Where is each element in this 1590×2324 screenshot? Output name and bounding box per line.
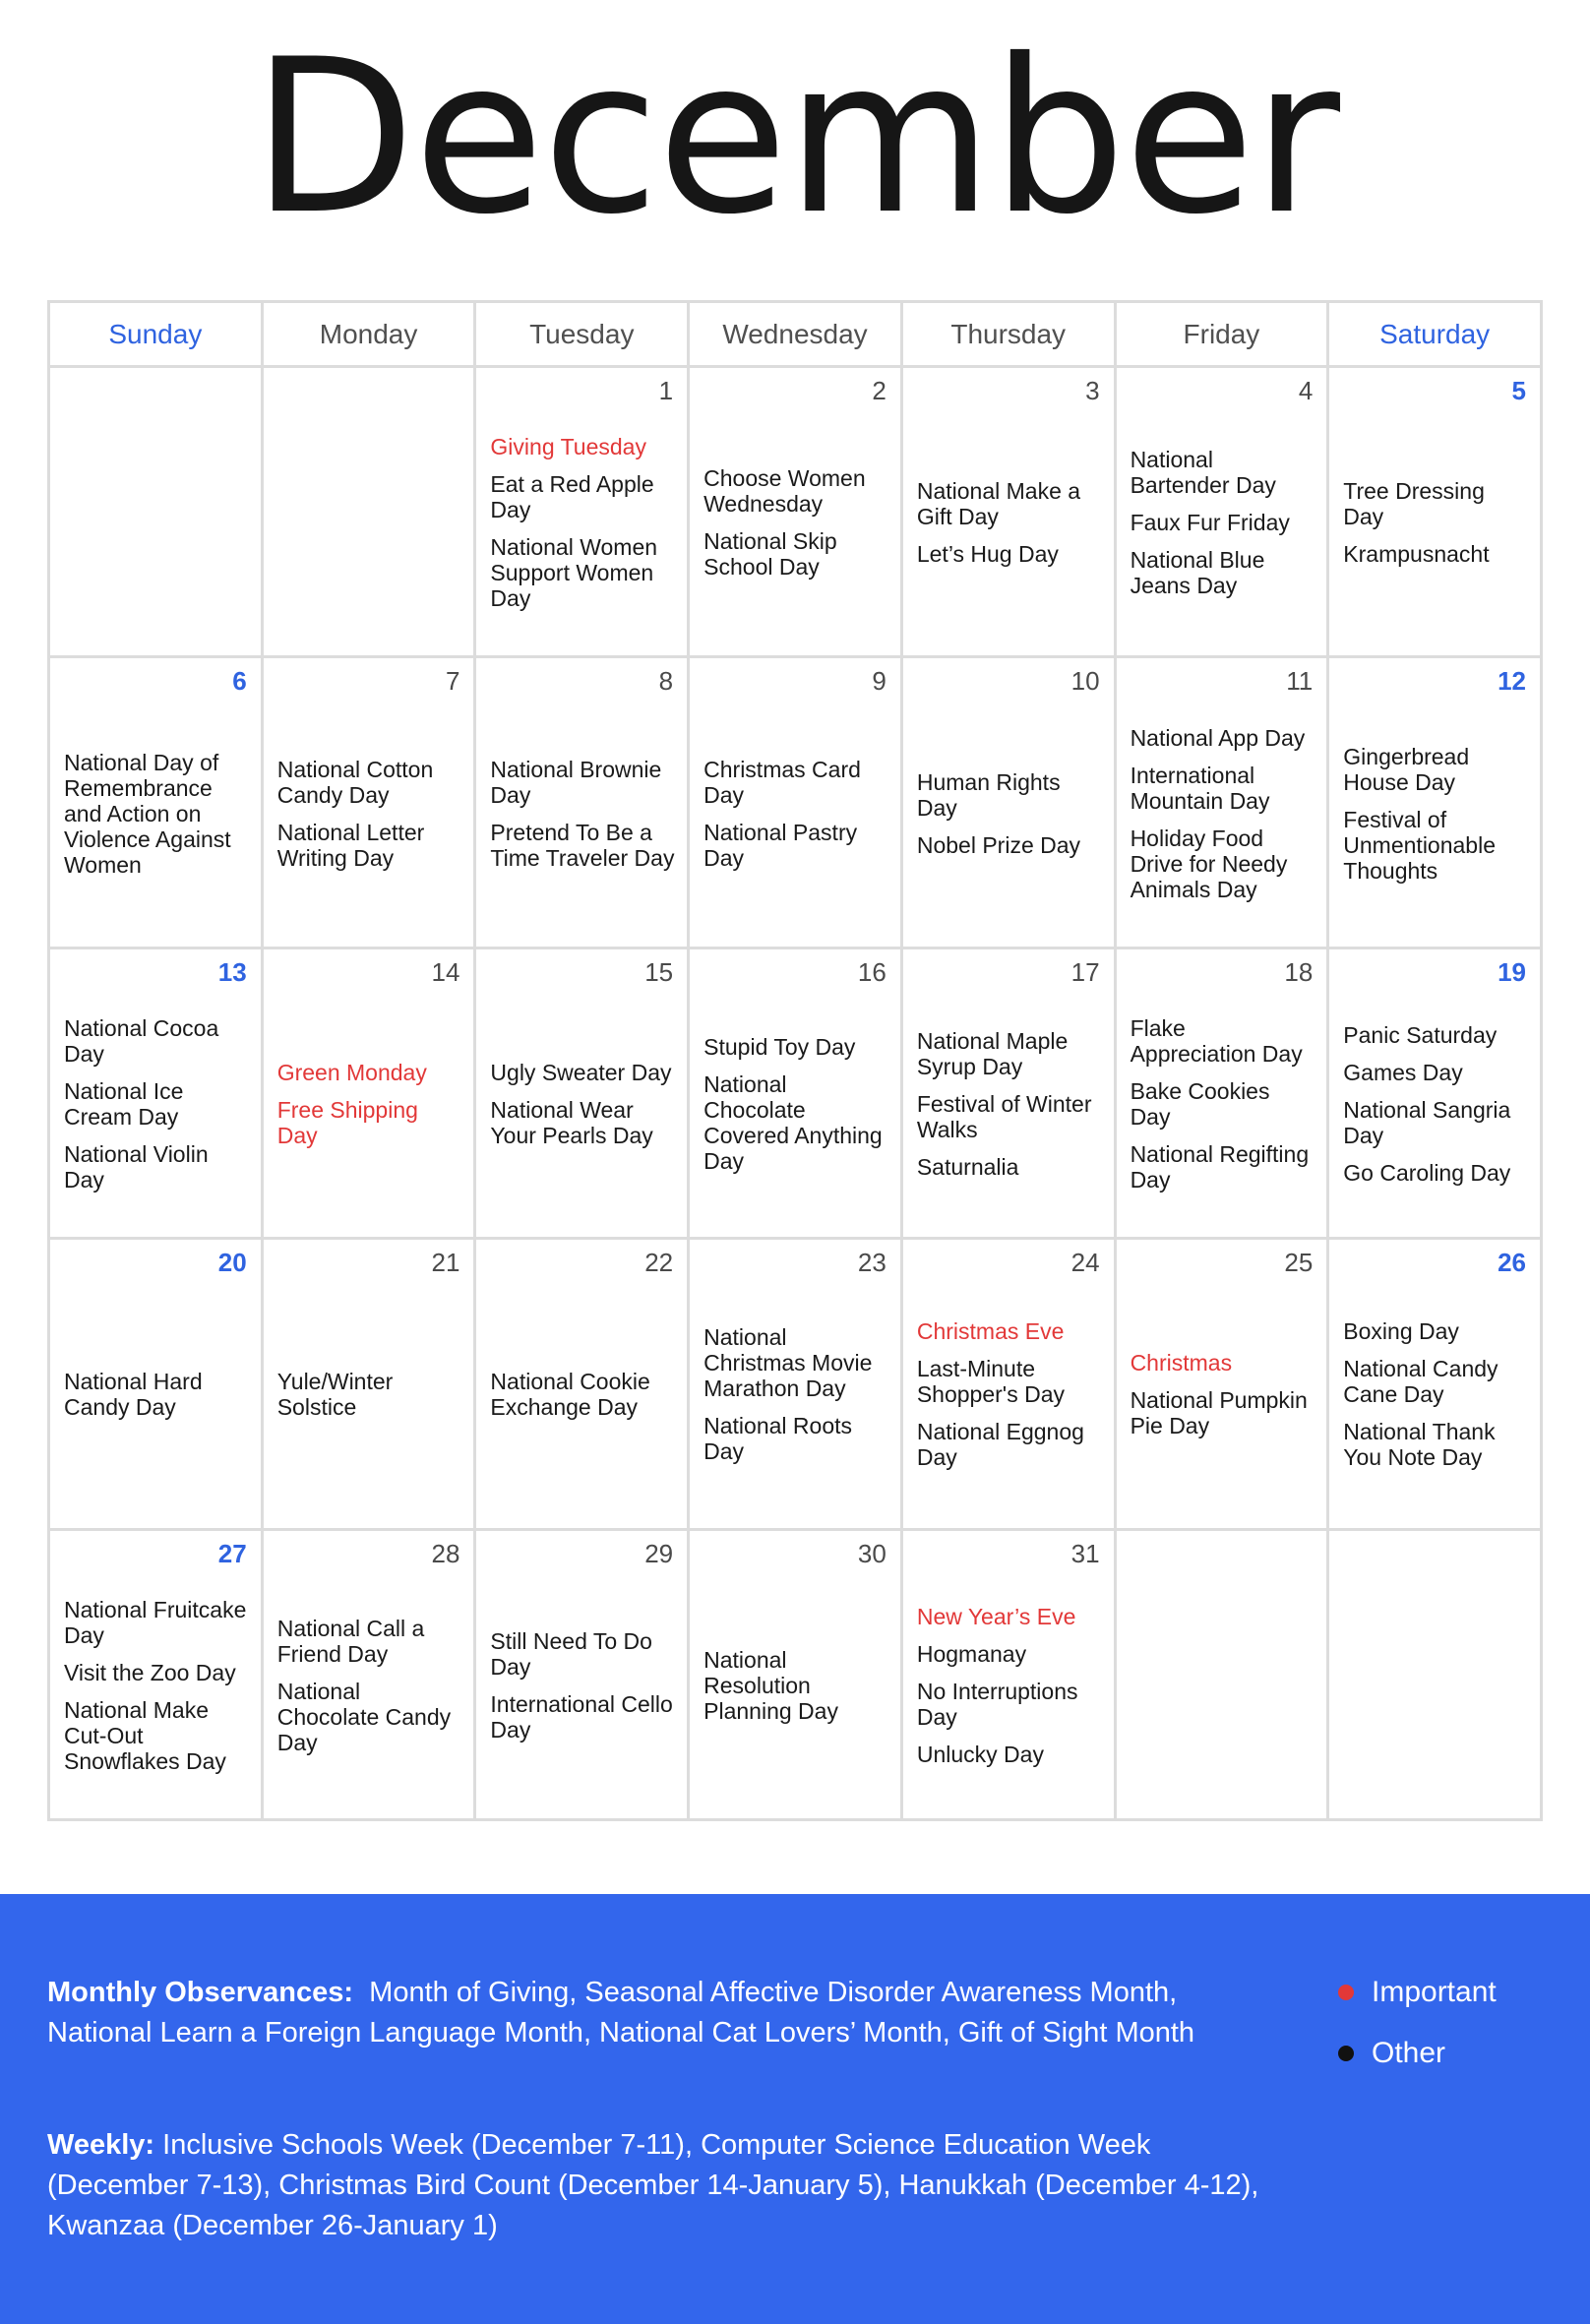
event: Boxing Day <box>1343 1318 1459 1345</box>
event: National Blue Jeans Day <box>1130 547 1265 599</box>
important-event: New Year’s Eve <box>916 1603 1076 1629</box>
event-list <box>64 690 249 936</box>
day-number: 12 <box>1498 666 1526 697</box>
day-cell <box>903 368 1117 658</box>
event-list <box>490 1562 675 1808</box>
event-list <box>277 981 462 1227</box>
event-list <box>1343 690 1528 936</box>
event-list <box>703 1271 888 1517</box>
event: Let’s Hug Day <box>916 541 1059 568</box>
event-list <box>703 690 888 936</box>
event: Christmas Card Day <box>703 756 861 808</box>
day-number: 22 <box>644 1248 674 1278</box>
event: Faux Fur Friday <box>1130 510 1290 536</box>
event-list <box>277 1271 462 1517</box>
event: National App Day <box>1130 724 1306 751</box>
day-number: 19 <box>1498 956 1526 987</box>
weekly-observances-label: Weekly: <box>47 2129 155 2161</box>
event: International Mountain Day <box>1130 762 1270 814</box>
day-cell <box>690 368 903 658</box>
event: National Women Support Women Day <box>490 534 658 612</box>
legend-label: Important <box>1372 1976 1497 2008</box>
important-dot-icon <box>1338 1985 1354 2000</box>
day-number: 16 <box>857 956 887 987</box>
event: National Make a Gift Day <box>916 478 1081 530</box>
event-list <box>1343 981 1528 1227</box>
day-cell <box>476 1240 690 1530</box>
event: Flake Appreciation Day <box>1130 1014 1303 1067</box>
day-number: 20 <box>217 1248 247 1278</box>
event: Festival of Unmentionable Thoughts <box>1343 806 1496 884</box>
event: International Cello Day <box>490 1690 673 1743</box>
empty-day-cell <box>1117 1531 1330 1821</box>
event-list <box>917 399 1102 645</box>
event-list <box>64 981 249 1227</box>
empty-day-cell <box>264 368 477 658</box>
weekday-header: Wednesday <box>690 303 903 368</box>
day-number: 4 <box>1298 376 1314 405</box>
day-cell <box>264 949 477 1240</box>
event-list <box>64 1271 249 1517</box>
event: Hogmanay <box>916 1640 1027 1667</box>
event: National Violin Day <box>64 1140 209 1193</box>
legend <box>1338 1973 1497 2095</box>
day-cell <box>1329 949 1543 1240</box>
event: Eat a Red Apple Day <box>490 471 654 523</box>
day-number: 24 <box>1070 1248 1100 1278</box>
event-list <box>490 981 675 1227</box>
event-list <box>917 1562 1102 1808</box>
event-list <box>917 690 1102 936</box>
event: Bake Cookies Day <box>1130 1077 1270 1130</box>
event: Unlucky Day <box>916 1741 1044 1767</box>
day-cell <box>1117 949 1330 1240</box>
day-cell <box>476 368 690 658</box>
day-number: 7 <box>445 666 460 697</box>
event: National Pumpkin Pie Day <box>1130 1387 1308 1439</box>
event-list <box>64 399 249 645</box>
event: National Candy Cane Day <box>1343 1356 1498 1408</box>
day-number: 3 <box>1085 376 1100 405</box>
event: Festival of Winter Walks <box>916 1090 1092 1142</box>
weekday-header: Monday <box>264 303 477 368</box>
event-list <box>490 690 675 936</box>
event: National Cocoa Day <box>64 1014 219 1067</box>
day-cell <box>903 1240 1117 1530</box>
page-title: December <box>251 14 1339 261</box>
day-number: 6 <box>232 666 247 697</box>
event: National Christmas Movie Marathon Day <box>703 1324 873 1402</box>
day-cell <box>1117 368 1330 658</box>
event: National Day of Remembrance and Action on Violence Against Women <box>64 749 231 878</box>
day-cell <box>903 1531 1117 1821</box>
legend-item-important <box>1338 1973 1497 2012</box>
event: Gingerbread House Day <box>1343 743 1470 795</box>
event-list <box>64 1562 249 1808</box>
event: National Sangria Day <box>1343 1096 1511 1148</box>
event: National Roots Day <box>703 1413 852 1465</box>
important-event: Christmas Eve <box>916 1318 1065 1345</box>
event: Pretend To Be a Time Traveler Day <box>490 819 675 871</box>
calendar-grid <box>47 300 1543 1821</box>
day-number: 17 <box>1070 956 1100 987</box>
day-cell <box>476 949 690 1240</box>
weekday-header: Tuesday <box>476 303 690 368</box>
weekday-header: Saturday <box>1329 303 1543 368</box>
event-list <box>277 1562 462 1808</box>
event-list <box>917 1271 1102 1517</box>
event: National Maple Syrup Day <box>916 1027 1069 1079</box>
event: National Cookie Exchange Day <box>490 1369 650 1421</box>
day-cell <box>264 1240 477 1530</box>
day-number: 10 <box>1070 666 1100 697</box>
day-cell <box>690 1240 903 1530</box>
day-number: 14 <box>431 956 460 987</box>
day-number: 2 <box>872 376 887 405</box>
day-number: 1 <box>658 376 674 405</box>
event: Games Day <box>1343 1059 1463 1085</box>
event-list <box>703 981 888 1227</box>
day-cell <box>690 1531 903 1821</box>
day-number: 8 <box>658 666 674 697</box>
day-cell <box>903 949 1117 1240</box>
day-cell <box>1117 1240 1330 1530</box>
event: Stupid Toy Day <box>703 1033 856 1060</box>
monthly-observances-text: Month of Giving, Seasonal Affective Disorder Awareness Month, National Learn a Foreign Language Month, National Cat Lovers’ Month, Gift of Sight Month <box>47 1977 1195 2049</box>
event: Last-Minute Shopper's Day <box>916 1356 1065 1408</box>
important-event: Free Shipping Day <box>276 1096 418 1148</box>
day-number: 31 <box>1070 1538 1100 1568</box>
day-cell <box>1117 658 1330 948</box>
day-cell <box>50 658 264 948</box>
empty-day-cell <box>1329 1531 1543 1821</box>
weekly-observances <box>47 2125 1267 2246</box>
event-list <box>1131 981 1315 1227</box>
day-cell <box>690 949 903 1240</box>
day-cell <box>264 658 477 948</box>
event: National Ice Cream Day <box>64 1077 184 1130</box>
event: Yule/Winter Solstice <box>276 1369 394 1421</box>
event: National Regifting Day <box>1130 1140 1310 1193</box>
day-number: 25 <box>1284 1248 1314 1278</box>
day-cell <box>476 1531 690 1821</box>
event-list <box>277 690 462 936</box>
event: National Bartender Day <box>1130 447 1276 499</box>
important-event: Green Monday <box>276 1059 427 1085</box>
day-number: 29 <box>644 1538 674 1568</box>
day-number: 26 <box>1498 1248 1526 1278</box>
day-cell <box>1329 1240 1543 1530</box>
monthly-observances <box>47 1973 1228 2053</box>
event-list <box>1131 690 1315 936</box>
important-event: Christmas <box>1130 1350 1233 1376</box>
day-number: 30 <box>857 1538 887 1568</box>
event: National Wear Your Pearls Day <box>490 1096 653 1148</box>
event: National Skip School Day <box>703 528 837 581</box>
important-event: Giving Tuesday <box>490 434 646 460</box>
weekday-header: Sunday <box>50 303 264 368</box>
event: National Chocolate Covered Anything Day <box>703 1070 883 1174</box>
event: National Eggnog Day <box>916 1419 1084 1471</box>
event: National Cotton Candy Day <box>276 756 434 808</box>
event-list <box>1131 1562 1315 1808</box>
day-number: 21 <box>431 1248 460 1278</box>
day-number: 18 <box>1284 956 1314 987</box>
event: Nobel Prize Day <box>916 831 1081 858</box>
day-number: 9 <box>872 666 887 697</box>
weekday-header: Thursday <box>903 303 1117 368</box>
monthly-observances-label: Monthly Observances: <box>47 1977 354 2008</box>
event-list <box>490 1271 675 1517</box>
day-cell <box>1329 368 1543 658</box>
legend-label: Other <box>1372 2037 1446 2069</box>
event: No Interruptions Day <box>916 1678 1078 1730</box>
event: National Letter Writing Day <box>276 819 425 871</box>
event: National Hard Candy Day <box>64 1369 203 1421</box>
day-number: 27 <box>217 1538 247 1568</box>
day-cell <box>690 658 903 948</box>
event: National Fruitcake Day <box>64 1596 247 1648</box>
event-list <box>1131 1271 1315 1517</box>
event-list <box>917 981 1102 1227</box>
day-number: 15 <box>644 956 674 987</box>
day-cell <box>50 1531 264 1821</box>
day-cell <box>264 1531 477 1821</box>
day-number: 11 <box>1286 666 1314 697</box>
event: Krampusnacht <box>1343 541 1490 568</box>
event: Holiday Food Drive for Needy Animals Day <box>1130 825 1288 902</box>
event: National Thank You Note Day <box>1343 1419 1496 1471</box>
day-cell <box>903 658 1117 948</box>
event: Tree Dressing Day <box>1343 478 1485 530</box>
event: National Chocolate Candy Day <box>276 1678 452 1755</box>
other-dot-icon <box>1338 2046 1354 2061</box>
event: National Resolution Planning Day <box>703 1646 838 1724</box>
event-list <box>1343 399 1528 645</box>
event: Visit the Zoo Day <box>64 1659 236 1685</box>
empty-day-cell <box>50 368 264 658</box>
day-cell <box>1329 658 1543 948</box>
event: Choose Women Wednesday <box>703 465 866 518</box>
day-number: 23 <box>857 1248 887 1278</box>
event: Go Caroling Day <box>1343 1159 1511 1186</box>
legend-item-other <box>1338 2034 1497 2073</box>
day-cell <box>50 1240 264 1530</box>
event: Saturnalia <box>916 1153 1019 1180</box>
event-list <box>703 399 888 645</box>
event: National Pastry Day <box>703 819 858 871</box>
weekly-observances-text: Inclusive Schools Week (December 7-11), Computer Science Education Week (December 7-13), Christmas Bird Count (December 14-January 5), Hanukkah (December 4-12), Kwanzaa (December 26-January 1) <box>47 2129 1259 2241</box>
event: National Make Cut-Out Snowflakes Day <box>64 1696 226 1774</box>
event-list <box>490 399 675 645</box>
day-cell <box>476 658 690 948</box>
event: Panic Saturday <box>1343 1021 1498 1048</box>
event: Still Need To Do Day <box>490 1627 652 1680</box>
day-number: 28 <box>431 1538 460 1568</box>
day-number: 5 <box>1511 376 1526 405</box>
event-list <box>1343 1271 1528 1517</box>
event-list <box>703 1562 888 1808</box>
event: National Brownie Day <box>490 756 662 808</box>
event: Ugly Sweater Day <box>490 1059 672 1085</box>
event-list <box>277 399 462 645</box>
event: National Call a Friend Day <box>276 1615 425 1667</box>
event-list <box>1343 1562 1528 1808</box>
day-cell <box>50 949 264 1240</box>
event: Human Rights Day <box>916 768 1061 821</box>
day-number: 13 <box>217 956 247 987</box>
event-list <box>1131 399 1315 645</box>
footer-panel <box>0 1894 1590 2324</box>
weekday-header: Friday <box>1117 303 1330 368</box>
